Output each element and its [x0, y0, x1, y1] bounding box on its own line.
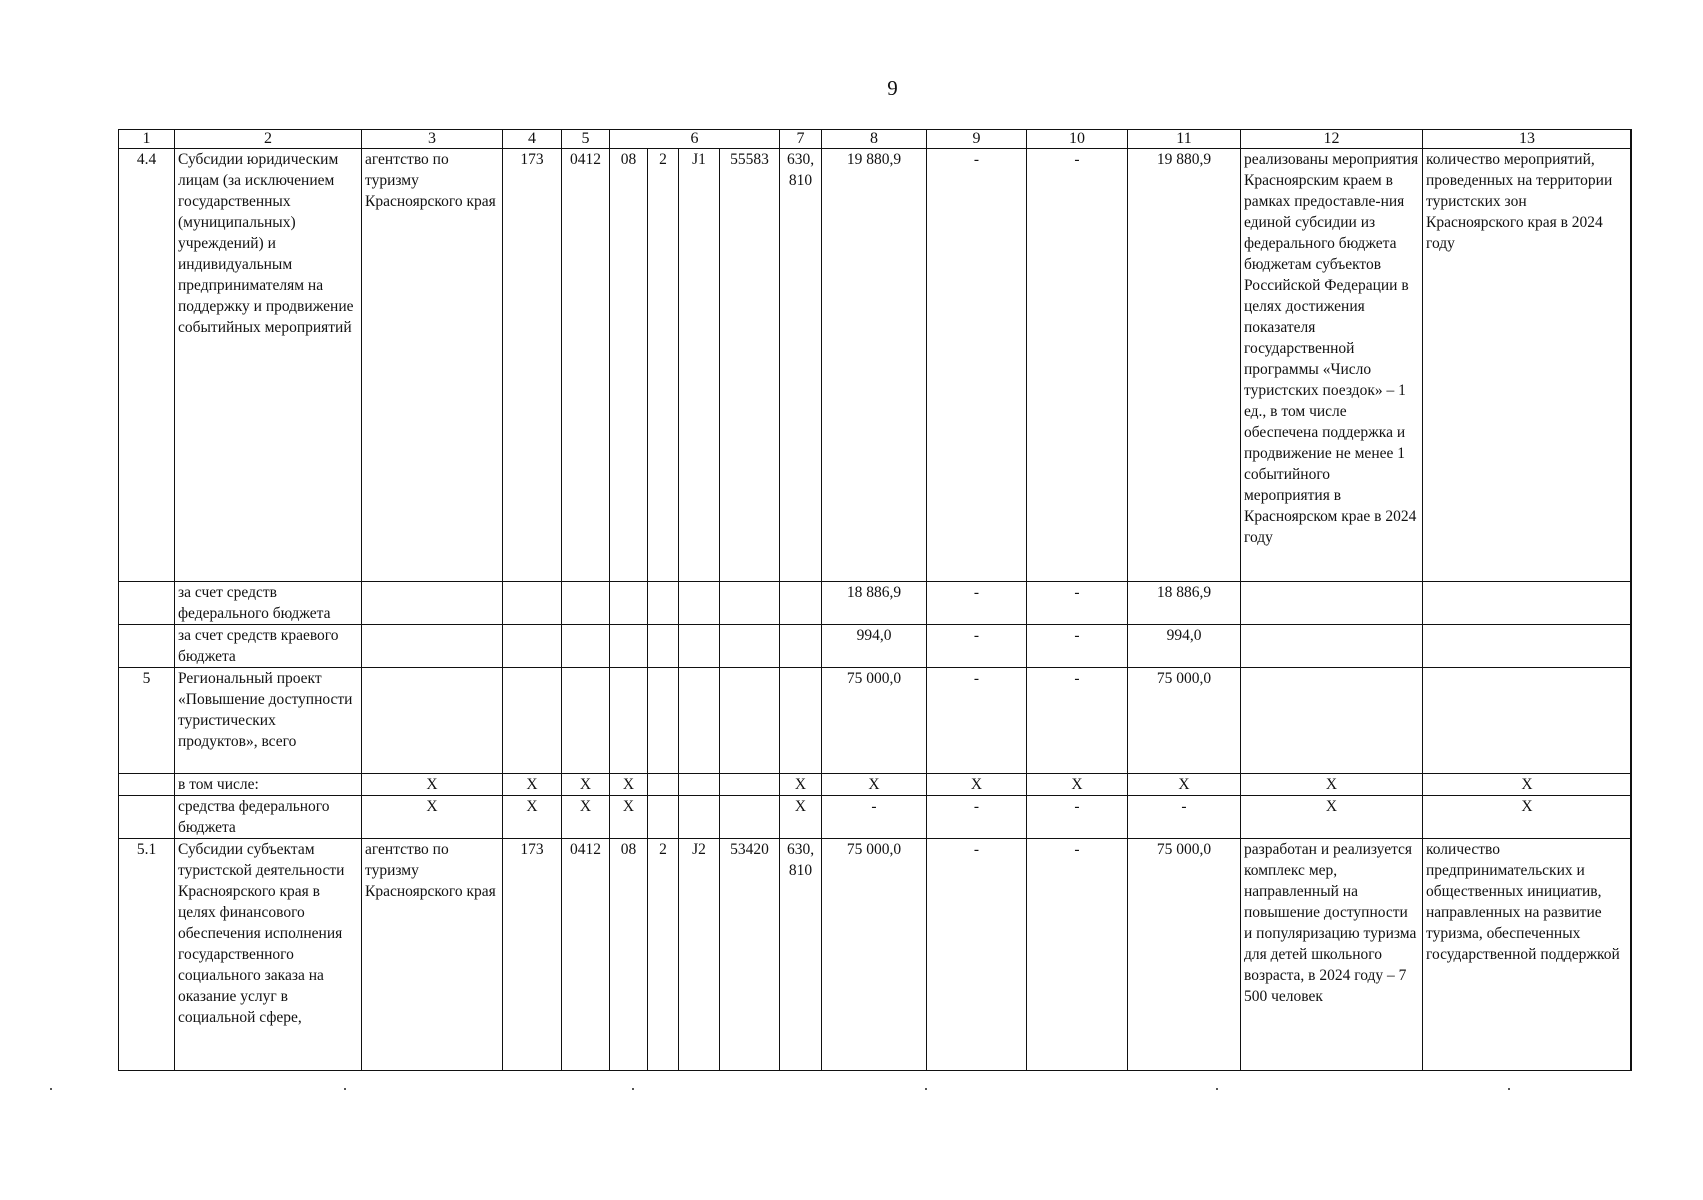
row-number: 5.1 — [119, 839, 175, 1071]
cell-c9: X — [927, 774, 1027, 796]
cell-c6a — [610, 582, 648, 625]
cell-c13: количество мероприятий, проведенных на территории туристских зон Красноярского края в 2024 году — [1423, 149, 1632, 582]
cell-c4 — [503, 668, 562, 774]
row-agency — [362, 582, 503, 625]
table-row — [119, 582, 1632, 625]
page-number: 9 — [887, 76, 898, 100]
cell-c13 — [1423, 582, 1632, 625]
cell-c8: 994,0 — [822, 625, 927, 668]
row-number — [119, 625, 175, 668]
cell-c11: - — [1128, 796, 1241, 839]
table-row — [119, 668, 1632, 774]
cell-c7: X — [780, 796, 822, 839]
cell-c6c — [679, 582, 720, 625]
table-row — [119, 839, 1632, 1071]
cell-c6c — [679, 668, 720, 774]
cell-c11: 75 000,0 — [1128, 839, 1241, 1071]
cell-c12: разработан и реализуется комплекс мер, направленный на повышение доступности и популяризацию туризма для детей школьного возраста, в 2024 году – 7 500 человек — [1241, 839, 1423, 1071]
cell-c13 — [1423, 625, 1632, 668]
cell-c4: 173 — [503, 149, 562, 582]
cell-c6a — [610, 625, 648, 668]
cell-c6d: 55583 — [720, 149, 780, 582]
cell-c13 — [1423, 668, 1632, 774]
row-number: 4.4 — [119, 149, 175, 582]
table-row — [119, 149, 1632, 582]
cell-c6b — [648, 774, 679, 796]
cell-c6b: 2 — [648, 149, 679, 582]
cell-c6d — [720, 625, 780, 668]
header-cell: 11 — [1128, 130, 1241, 149]
row-name: Субсидии юридическим лицам (за исключением государственных (муниципальных) учреждений) и индивидуальным предпринимателям на поддержку и продвижение событийных мероприятий — [175, 149, 362, 582]
row-name: средства федерального бюджета — [175, 796, 362, 839]
cell-c5: 0412 — [562, 839, 610, 1071]
cell-c6d — [720, 582, 780, 625]
row-agency: X — [362, 796, 503, 839]
row-number — [119, 796, 175, 839]
row-agency — [362, 668, 503, 774]
cell-c13: количество предпринимательских и общественных инициатив, направленных на развитие туризма, обеспеченных государственной поддержкой — [1423, 839, 1632, 1071]
cell-c6b: 2 — [648, 839, 679, 1071]
row-agency: агентство по туризму Красноярского края — [362, 149, 503, 582]
cell-c6a: X — [610, 796, 648, 839]
cell-c10: - — [1027, 625, 1128, 668]
cell-c7: X — [780, 774, 822, 796]
cell-c10: X — [1027, 774, 1128, 796]
cell-c8: X — [822, 774, 927, 796]
cell-c8: 19 880,9 — [822, 149, 927, 582]
header-cell: 7 — [780, 130, 822, 149]
cell-c9: - — [927, 796, 1027, 839]
cell-c5: X — [562, 774, 610, 796]
cell-c12 — [1241, 668, 1423, 774]
row-name: Субсидии субъектам туристской деятельности Красноярского края в целях финансового обеспечения исполнения государственного социального заказа на оказание услуг в социальной сфере, — [175, 839, 362, 1071]
row-name: в том числе: — [175, 774, 362, 796]
cell-c5 — [562, 582, 610, 625]
cell-c12: реализованы мероприятия Красноярским краем в рамках предоставле-ния единой субсидии из федерального бюджета бюджетам субъектов Российской Федерации в целях достижения показателя государственной программы «Число туристских поездок» – 1 ед., в том числе обеспечена поддержка и продвижение не менее 1 событийного мероприятия в Красноярском крае в 2024 году — [1241, 149, 1423, 582]
table-row — [119, 796, 1632, 839]
cell-c7 — [780, 668, 822, 774]
cell-c6c: J2 — [679, 839, 720, 1071]
cell-c10: - — [1027, 839, 1128, 1071]
cell-c10: - — [1027, 796, 1128, 839]
row-name: за счет средств краевого бюджета — [175, 625, 362, 668]
cell-c4: X — [503, 774, 562, 796]
row-name: Региональный проект «Повышение доступности туристических продуктов», всего — [175, 668, 362, 774]
cell-c6d — [720, 774, 780, 796]
cell-c13: X — [1423, 774, 1632, 796]
header-cell: 2 — [175, 130, 362, 149]
cell-c6c — [679, 774, 720, 796]
cell-c13: X — [1423, 796, 1632, 839]
header-cell: 3 — [362, 130, 503, 149]
header-cell: 13 — [1423, 130, 1632, 149]
cell-c6b — [648, 625, 679, 668]
cell-c4 — [503, 625, 562, 668]
cell-c11: 19 880,9 — [1128, 149, 1241, 582]
cell-c10: - — [1027, 668, 1128, 774]
cell-c5 — [562, 668, 610, 774]
cell-c5 — [562, 625, 610, 668]
cell-c12: X — [1241, 796, 1423, 839]
row-agency — [362, 625, 503, 668]
cell-c7: 630, 810 — [780, 839, 822, 1071]
cell-c4: X — [503, 796, 562, 839]
cell-c6a: X — [610, 774, 648, 796]
cell-c6a: 08 — [610, 149, 648, 582]
cell-c8: - — [822, 796, 927, 839]
cell-c6d: 53420 — [720, 839, 780, 1071]
cell-c6c — [679, 625, 720, 668]
header-cell: 6 — [610, 130, 780, 149]
header-cell: 1 — [119, 130, 175, 149]
table-row — [119, 774, 1632, 796]
row-number — [119, 774, 175, 796]
budget-table — [118, 129, 1632, 1071]
row-agency: агентство по туризму Красноярского края — [362, 839, 503, 1071]
cell-c5: 0412 — [562, 149, 610, 582]
cell-c12 — [1241, 582, 1423, 625]
cell-c9: - — [927, 625, 1027, 668]
cell-c11: 18 886,9 — [1128, 582, 1241, 625]
cell-c6c: J1 — [679, 149, 720, 582]
cell-c7 — [780, 625, 822, 668]
cell-c11: 75 000,0 — [1128, 668, 1241, 774]
cell-c6b — [648, 668, 679, 774]
header-cell: 8 — [822, 130, 927, 149]
scan-dots — [0, 1088, 1703, 1094]
table-row — [119, 625, 1632, 668]
cell-c9: - — [927, 668, 1027, 774]
header-cell: 5 — [562, 130, 610, 149]
cell-c11: 994,0 — [1128, 625, 1241, 668]
cell-c6a: 08 — [610, 839, 648, 1071]
row-agency: X — [362, 774, 503, 796]
row-number: 5 — [119, 668, 175, 774]
row-name: за счет средств федерального бюджета — [175, 582, 362, 625]
header-cell: 10 — [1027, 130, 1128, 149]
cell-c7 — [780, 582, 822, 625]
cell-c4 — [503, 582, 562, 625]
cell-c8: 18 886,9 — [822, 582, 927, 625]
cell-c6c — [679, 796, 720, 839]
cell-c6b — [648, 582, 679, 625]
cell-c11: X — [1128, 774, 1241, 796]
cell-c8: 75 000,0 — [822, 839, 927, 1071]
cell-c4: 173 — [503, 839, 562, 1071]
cell-c12 — [1241, 625, 1423, 668]
cell-c9: - — [927, 149, 1027, 582]
cell-c5: X — [562, 796, 610, 839]
cell-c6b — [648, 796, 679, 839]
cell-c10: - — [1027, 582, 1128, 625]
cell-c9: - — [927, 839, 1027, 1071]
cell-c10: - — [1027, 149, 1128, 582]
cell-c9: - — [927, 582, 1027, 625]
header-cell: 12 — [1241, 130, 1423, 149]
row-number — [119, 582, 175, 625]
header-row — [119, 130, 1632, 149]
cell-c6a — [610, 668, 648, 774]
cell-c12: X — [1241, 774, 1423, 796]
cell-c6d — [720, 668, 780, 774]
cell-c8: 75 000,0 — [822, 668, 927, 774]
cell-c6d — [720, 796, 780, 839]
cell-c7: 630, 810 — [780, 149, 822, 582]
header-cell: 9 — [927, 130, 1027, 149]
header-cell: 4 — [503, 130, 562, 149]
